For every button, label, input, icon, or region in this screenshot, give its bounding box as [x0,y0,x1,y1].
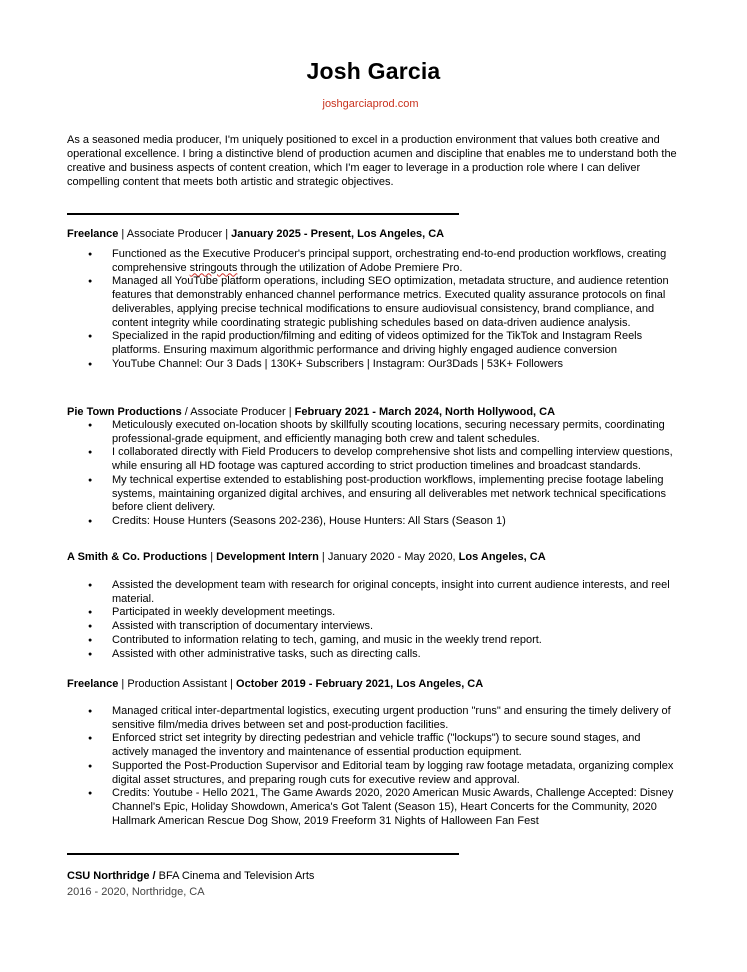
job-header-3 [67,550,687,564]
job-role: Development Intern [216,551,319,563]
job-company: Pie Town Productions [67,406,182,418]
job-separator: | [118,678,128,690]
list-item: ● My technical expertise extended to establishing post-production workflows, implementing precise footage labeling systems, maintaining organized digital archives, and ensuring all deliverables met network technical specifications before client delivery. [67,474,675,515]
job-company: A Smith & Co. Productions [67,551,208,563]
job-location: Los Angeles, CA [458,551,546,563]
job-dates: October 2019 - February 2021, Los Angeles, CA [236,678,484,690]
job-separator: | [222,228,232,240]
list-item: ● Assisted with transcription of documentary interviews. [67,620,675,634]
job-1-bullets [67,248,675,371]
list-item: ● Assisted the development team with research for original concepts, insight into current audience interests, and reel material. [67,579,675,606]
education-school: CSU Northridge / [67,870,156,882]
job-separator: | [118,228,127,240]
spellcheck-word[interactable]: stringouts [189,261,238,274]
list-item: ● Credits: House Hunters (Seasons 202-236), House Hunters: All Stars (Season 1) [67,515,675,529]
job-separator: | [227,678,237,690]
job-separator: / [181,406,191,418]
job-role: Production Assistant [127,678,228,690]
section-divider-education [67,853,459,855]
job-company: Freelance [67,678,119,690]
job-dates: February 2021 - March 2024, North Hollywood, CA [294,406,556,418]
list-item: ● Enforced strict set integrity by directing pedestrian and vehicle traffic ("lockups") to secure sound stages, and actively managed the inventory and maintenance of essential production equipment. [67,732,675,759]
list-item: ● Assisted with other administrative tasks, such as directing calls. [67,648,675,662]
list-item: ● Credits: Youtube - Hello 2021, The Game Awards 2020, 2020 American Music Awards, Challenge Accepted: Disney Channel's Epic, Holiday Showdown, America's Got Talent (Season 15), Heart Concerts for the Community, 2020 Hallmark American Rescue Dog Show, 2019 Freeform 31 Nights of Halloween Fan Fest [67,787,675,828]
list-item: ● I collaborated directly with Field Producers to develop comprehensive shot lists and compelling interview questions, while ensuring all HD footage was captured according to strict production timelines and broadcast standards. [67,446,675,473]
job-header-1 [67,227,687,241]
job-separator: | [207,551,217,563]
list-item: ● Meticulously executed on-location shoots by skillfully scouting locations, securing necessary permits, coordinating professional-grade equipment, and efficiently managing both crew and talent schedules. [67,419,675,446]
summary-paragraph: As a seasoned media producer, I'm uniquely positioned to excel in a production environment that values both creative and operational excellence. I bring a distinctive blend of production acumen and discipline that enables me to understand both the creative and business aspects of content creation, which I'm eager to leverage in a production role where I can deliver compelling content that meets both artistic and strategic objectives. [67,134,677,188]
list-item: ● YouTube Channel: Our 3 Dads | 130K+ Subscribers | Instagram: Our3Dads | 53K+ Followers [67,358,675,372]
list-item [67,248,675,275]
list-item: ● Managed all YouTube platform operations, including SEO optimization, metadata structure, and audience retention features that demonstrably enhanced channel performance metrics. Executed quality assurance protocols on final deliverables, applying precise technical modifications to ensure audiovisual consistency, brand compliance, and content integrity while coordinating strategic publishing schedules based on data-driven audience analysis. [67,275,675,330]
job-dates: January 2025 - Present, Los Angeles, CA [231,228,445,240]
list-item: ● Supported the Post-Production Supervisor and Editorial team by logging raw footage metadata, organizing complex digital asset structures, and preparing rough cuts for executive review and approval. [67,760,675,787]
job-separator: | [285,406,295,418]
job-company: Freelance [67,228,119,240]
education-line [67,869,314,883]
job-dates-plain: January 2020 - May 2020, [327,551,459,563]
job-separator: | [318,551,328,563]
job-3-bullets [67,579,675,661]
job-role: Associate Producer [126,228,223,240]
list-item: ● Participated in weekly development meetings. [67,606,675,620]
list-item: ● Specialized in the rapid production/filming and editing of videos optimized for the TikTok and Instagram Reels platforms. Ensuring maximum algorithmic performance and driving highly engaged audience conversion [67,330,675,357]
job-4-bullets [67,705,675,828]
education-dates: 2016 - 2020, Northridge, CA [67,886,205,898]
job-header-2 [67,405,687,419]
resume-name: Josh Garcia [306,58,441,84]
education-degree: BFA Cinema and Television Arts [155,870,315,882]
job-role: Associate Producer [190,406,286,418]
website-link[interactable]: joshgarciaprod.com [322,98,419,110]
list-item: ● Managed critical inter-departmental logistics, executing urgent production "runs" and ensuring the timely delivery of sensitive film/media drives between set and post-production facilities. [67,705,675,732]
bullet-text: Functioned as the Executive Producer's principal support, orchestrating end-to-end production workflows, creating comprehensive [112,248,667,274]
list-item: ● Contributed to information relating to tech, gaming, and music in the weekly trend report. [67,634,675,648]
job-2-bullets [67,419,675,529]
bullet-text: through the utilization of Adobe Premiere Pro. [237,261,463,274]
section-divider-top [67,213,459,215]
job-header-4 [67,677,687,691]
